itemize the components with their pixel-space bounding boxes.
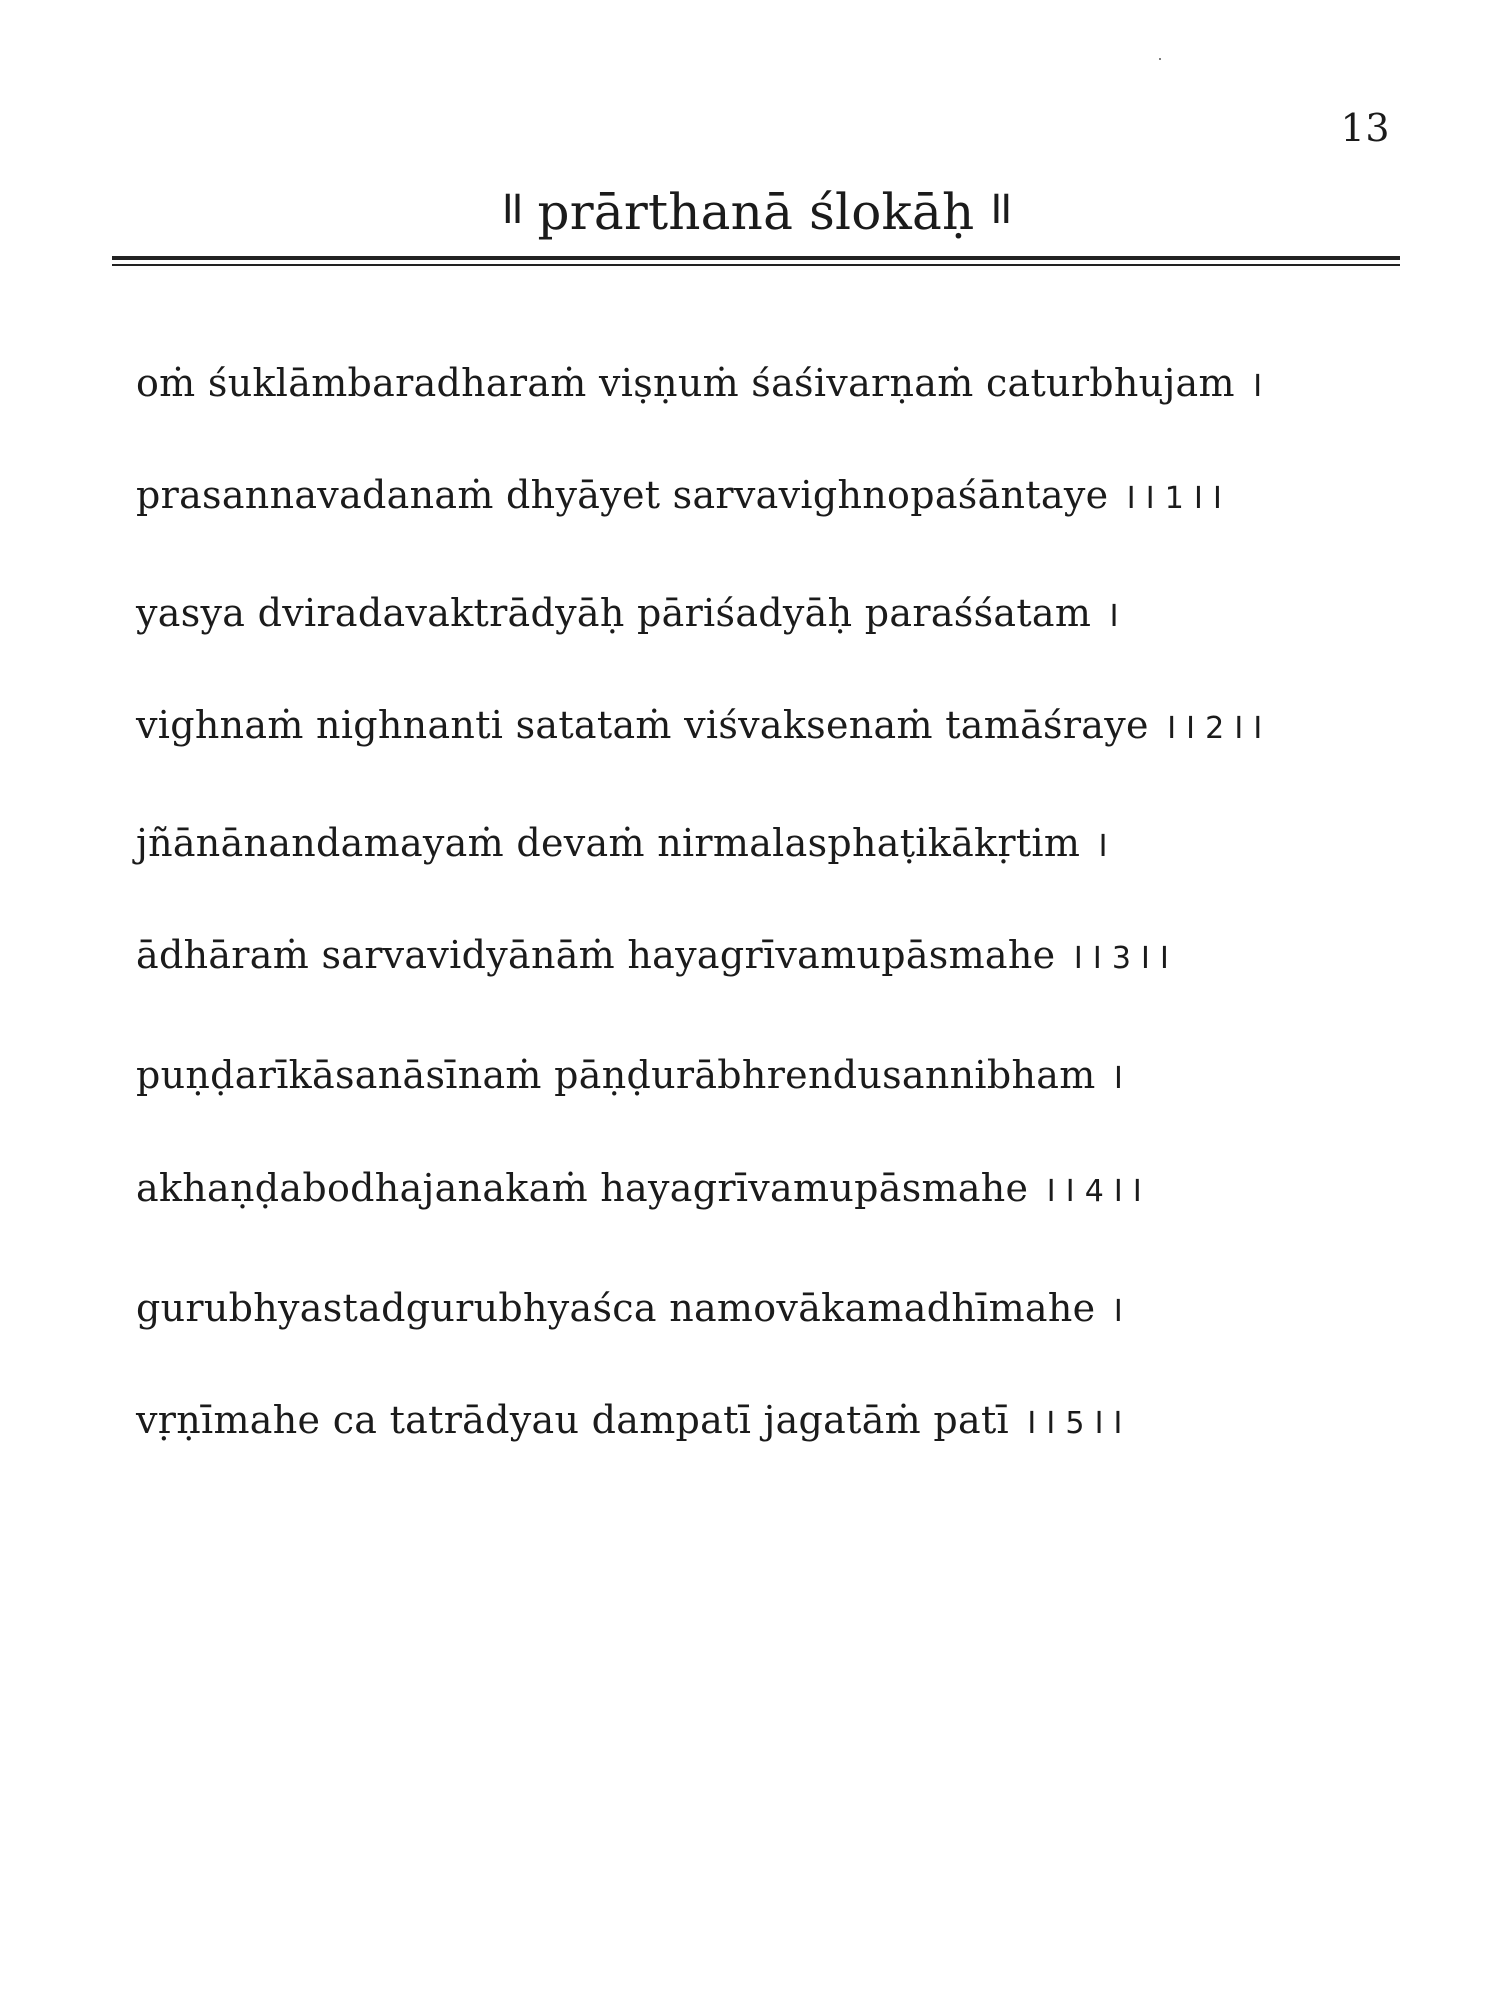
verse-text: akhaṇḍabodhajanakaṁ hayagrīvamupāsmahe (136, 1166, 1029, 1210)
verse-line (136, 1050, 1123, 1104)
verse-line (136, 358, 1262, 412)
verse-mark: I (1098, 829, 1108, 864)
verse-text: jñānānandamayaṁ devaṁ nirmalasphaṭikākṛtim (136, 821, 1081, 865)
verse-text: puṇḍarīkāsanāsīnaṁ pāṇḍurābhrendusannibham (136, 1053, 1096, 1097)
verse-mark: I I 4 I I (1046, 1174, 1143, 1209)
verse-mark: I I 3 I I (1073, 941, 1170, 976)
page-number: 13 (1340, 106, 1390, 150)
verse-mark: I I 1 I I (1126, 481, 1223, 516)
verse-mark: I I 2 I I (1167, 711, 1263, 746)
verse-mark: I (1253, 369, 1263, 404)
verse-mark: I (1113, 1061, 1124, 1096)
verse-line (136, 930, 1169, 984)
verse-line (136, 818, 1108, 872)
verse-line (136, 1283, 1123, 1337)
title-text: prārthanā ślokāḥ (537, 183, 975, 241)
verse-text: ādhāraṁ sarvavidyānāṁ hayagrīvamupāsmahe (136, 933, 1056, 977)
verse-text: gurubhyastadgurubhyaśca namovākamadhīmahe (136, 1286, 1096, 1330)
verse-mark: I (1113, 1294, 1123, 1329)
verse-line (136, 1395, 1123, 1449)
verse-line (136, 470, 1222, 524)
title-right-danda: II (990, 187, 1011, 233)
verse-text: vighnaṁ nighnanti satataṁ viśvaksenaṁ tamāśraye (136, 703, 1149, 747)
verse-text: vṛṇīmahe ca tatrādyau dampatī jagatāṁ patī (136, 1398, 1009, 1442)
verse-mark: I (1109, 599, 1119, 634)
page-title (112, 178, 1400, 244)
title-rule-thick (112, 256, 1400, 260)
verse-line (136, 1163, 1142, 1217)
verse-text: prasannavadanaṁ dhyāyet sarvavighnopaśāntaye (136, 473, 1109, 517)
verse-text: yasya dviradavaktrādyāḥ pāriśadyāḥ paraśśatam (136, 591, 1092, 635)
title-rule-thin (112, 264, 1400, 266)
scan-speck (1159, 58, 1161, 60)
verse-line (136, 588, 1119, 642)
verse-line (136, 700, 1263, 754)
title-left-danda: II (501, 187, 522, 233)
verse-mark: I I 5 I I (1027, 1406, 1123, 1441)
verse-text: oṁ śuklāmbaradharaṁ viṣṇuṁ śaśivarṇaṁ caturbhujam (136, 361, 1235, 405)
